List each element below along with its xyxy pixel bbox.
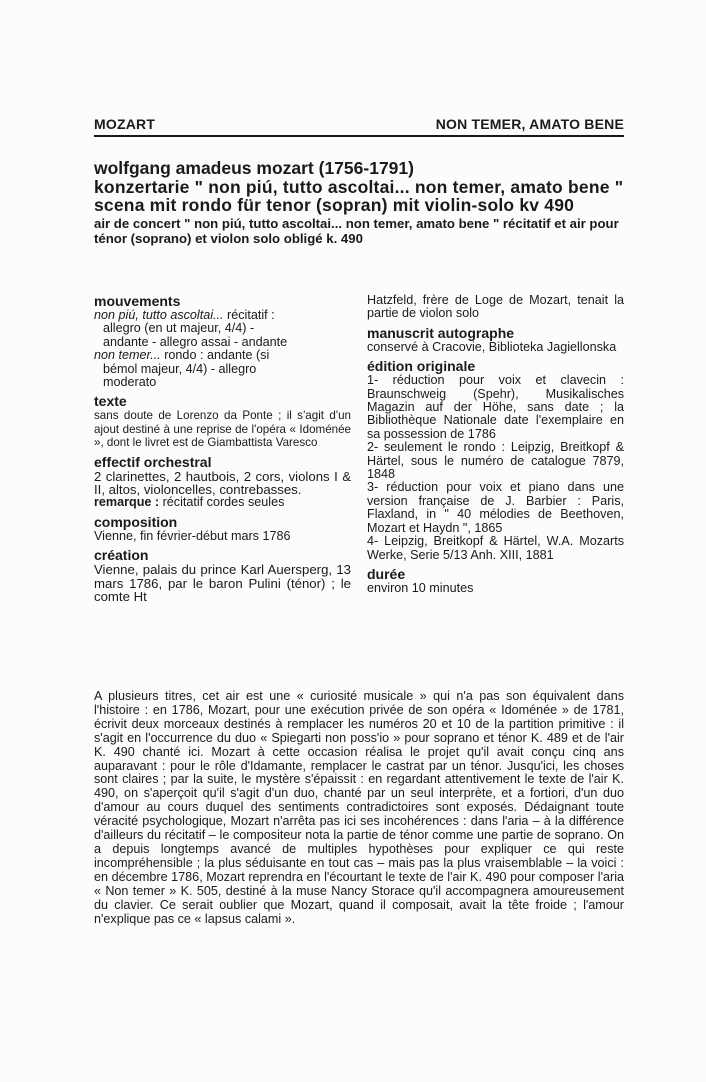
- edition-item-3: 3- réduction pour voix et piano dans une version française de J. Barbier : Paris, Flaxland, in " 40 mélodies de Beethoven, Mozart et Haydn ", 1865: [367, 480, 624, 535]
- mouvement-1-incipit: non piú, tutto ascoltai...: [94, 308, 224, 322]
- right-column: [367, 294, 624, 609]
- mouvement-2-type: rondo : andante (si: [160, 348, 270, 363]
- creation-continued: [367, 294, 624, 321]
- duree-heading: durée: [367, 565, 406, 582]
- remarque-text: récitatif cordes seules: [159, 495, 285, 510]
- title-block: [94, 158, 624, 246]
- mouvement-2-tempo-a: bémol majeur, 4/4) - allegro: [103, 361, 257, 376]
- section-effectif: [94, 455, 351, 510]
- creation-heading: création: [94, 547, 149, 564]
- creation-body: Vienne, palais du prince Karl Auersperg, 13 mars 1786, par le baron Pulini (ténor) ; le comte Ht: [94, 562, 351, 605]
- edition-heading: édition originale: [367, 358, 476, 375]
- french-title: air de concert " non piú, tutto ascoltai... non temer, amato bene " récitatif et air pour ténor (soprano) et violon solo obligé k. 490: [94, 216, 619, 246]
- header-work-title: NON TEMER, AMATO BENE: [435, 116, 624, 132]
- header-rule: [94, 135, 624, 137]
- section-composition: [94, 515, 351, 543]
- edition-item-2: 2- seulement le rondo : Leipzig, Breitkopf & Härtel, sous le numéro de catalogue 7879, 1848: [367, 440, 624, 482]
- composition-body: Vienne, fin février-début mars 1786: [94, 528, 291, 543]
- section-edition: [367, 359, 624, 562]
- section-texte: [94, 394, 351, 449]
- texte-body: sans doute de Lorenzo da Ponte ; il s'agit d'un ajout destiné à une reprise de l'opéra « Idoménée », dont le livret est de Giambattista Varesco: [94, 409, 351, 450]
- commentary-paragraph: A plusieurs titres, cet air est une « curiosité musicale » qui n'a pas son équivalent dans l'histoire : en 1786, Mozart, pour une exécution privée de son opéra « Idoménée » de 1781, écrivit deux morceaux destinés à remplacer les numéros 20 et 10 de la partition primitive : il s'agit en l'occurrence du duo « Spiegarti non poss'io » pour soprano et ténor K. 489 et de l'air K. 490 chanté ici. Mozart à cette occasion réalisa le projet qu'il avait conçu cinq ans auparavant : pour le rôle d'Idamante, remplacer le castrat par un ténor. Jusqu'ici, les choses sont claires ; par la suite, le mystère s'épaissit : en regardant attentivement le texte de l'air K. 490, on s'aperçoit qu'il s'agit d'un duo, chanté par un seul interprète, et a fortiori, d'un duo d'amour au cours duquel des sentiments contradictoires sont exposés. Dédaignant toute véracité psychologique, Mozart n'arrêta pas ici ses incohérences : dans l'aria – à la différence d'ailleurs du récitatif – le compositeur nota la partie de ténor comme une partie de soprano. On a depuis longtemps avancé de multiples hypothèses pour expliquer ce qui reste incompréhensible ; la plus séduisante en tout cas – mais pas la plus vraisemblable – la voici : en décembre 1786, Mozart reprendra en l'écourtant le texte de l'air K. 490 pour composer l'aria « Non temer » K. 505, destiné à la muse Nancy Storace qu'il accompagnera amoureusement du clavier. Ce serait oublier que Mozart, quand il composait, avait la tête froide ; l'amour n'explique pas ce « lapsus calami ».: [94, 689, 624, 926]
- texte-heading: texte: [94, 393, 127, 410]
- info-columns: [94, 294, 624, 609]
- duree-body: environ 10 minutes: [367, 580, 474, 595]
- mouvement-2-incipit: non temer...: [94, 348, 161, 363]
- composition-heading: composition: [94, 513, 178, 530]
- mouvement-1-type: récitatif :: [223, 308, 275, 322]
- edition-item-4: 4- Leipzig, Breitkopf & Härtel, W.A. Mozarts Werke, Serie 5/13 Anh. XIII, 1881: [367, 534, 624, 562]
- mouvement-1: [94, 309, 351, 322]
- manuscrit-body: conservé à Cracovie, Biblioteka Jagiellonska: [367, 339, 617, 354]
- section-duree: [367, 567, 624, 595]
- section-mouvements: [94, 294, 351, 389]
- header-composer: MOZART: [94, 116, 156, 132]
- left-column: [94, 294, 351, 609]
- mouvements-heading: mouvements: [94, 293, 181, 309]
- section-creation: [94, 548, 351, 603]
- remarque-label: remarque :: [94, 495, 160, 510]
- creation-continuation: Hatzfeld, frère de Loge de Mozart, tenait la partie de violon solo: [367, 293, 624, 321]
- effectif-body: 2 clarinettes, 2 hautbois, 2 cors, violons I & II, altos, violoncelles, contrebasses.: [94, 468, 351, 498]
- composer-name: wolfgang amadeus mozart (1756-1791): [94, 158, 414, 178]
- edition-item-1: 1- réduction pour voix et clavecin : Braunschweig (Spehr), Musikalisches Magazin auf der Höhe, sans date ; la Bibliothèque Nationale date l'exemplaire en sa possession de 1786: [367, 373, 624, 441]
- mouvement-2: [94, 349, 351, 362]
- german-title: konzertarie " non piú, tutto ascoltai... non temer, amato bene " scena mit rondo für tenor (sopran) mit violin-solo kv 490: [94, 177, 624, 215]
- mouvement-1-tempo-b: andante - allegro assai - andante: [103, 334, 288, 349]
- mouvement-2-tempo-b: moderato: [103, 375, 157, 390]
- effectif-remarque: [94, 496, 351, 509]
- manuscrit-heading: manuscrit autographe: [367, 324, 515, 341]
- running-header: [94, 116, 624, 132]
- effectif-heading: effectif orchestral: [94, 453, 212, 470]
- section-manuscrit: [367, 326, 624, 354]
- mouvement-1-tempo-a: allegro (en ut majeur, 4/4) -: [103, 321, 255, 336]
